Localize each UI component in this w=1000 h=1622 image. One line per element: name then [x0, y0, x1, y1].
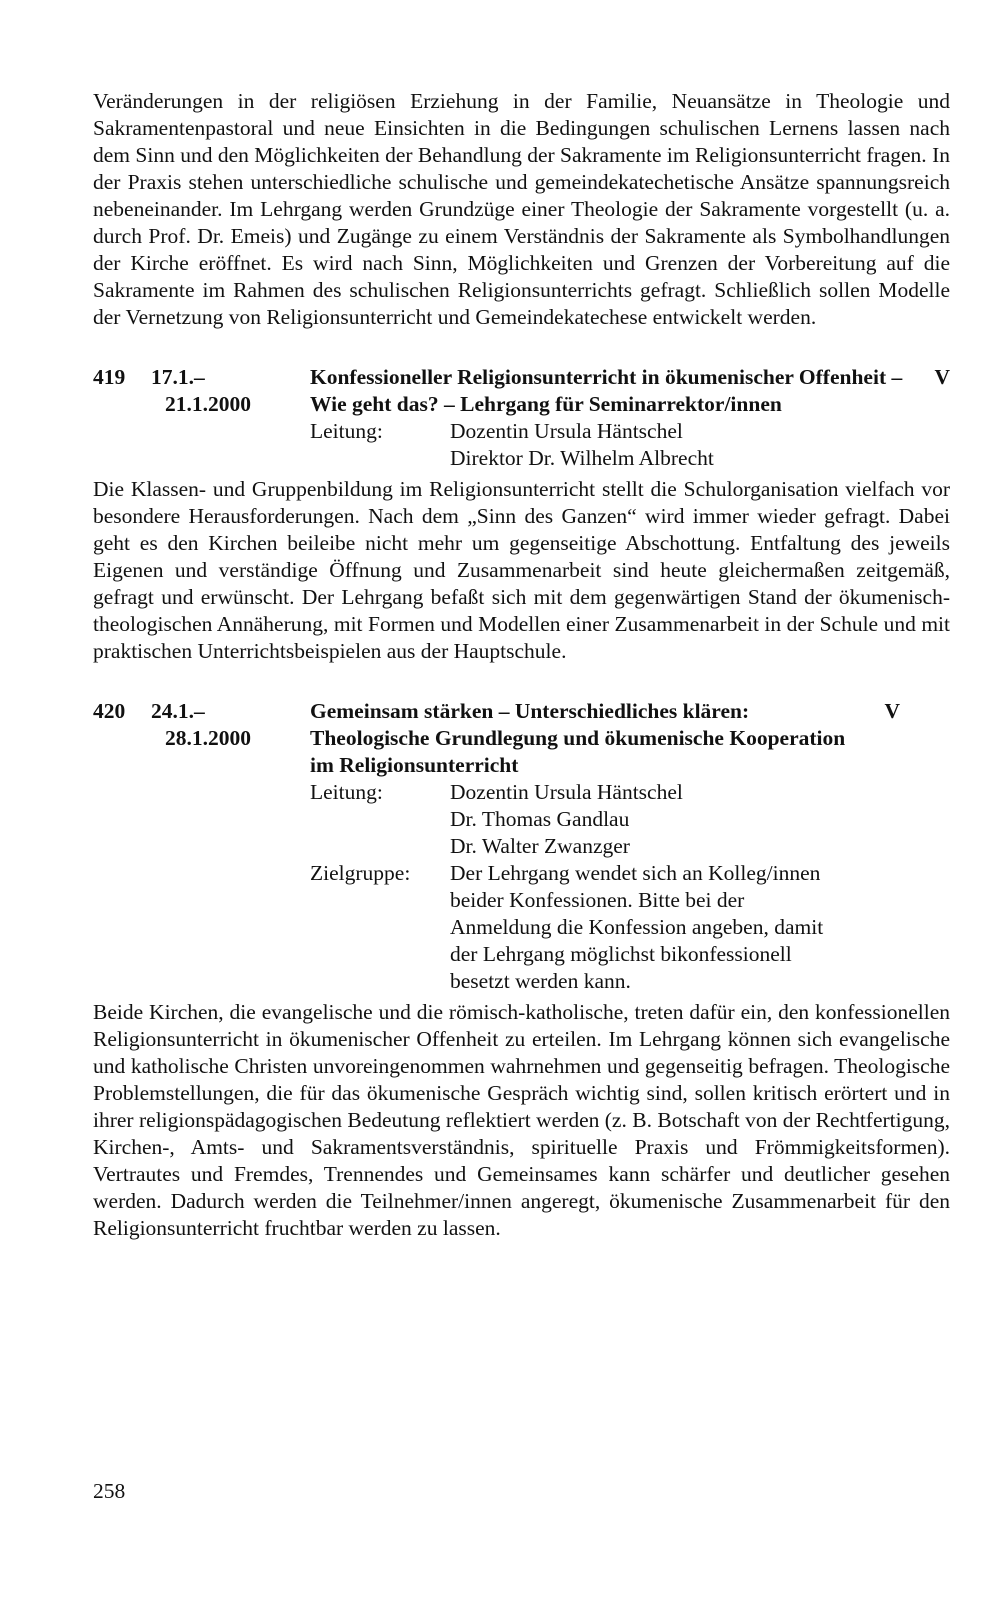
leitung-person: Dr. Thomas Gandlau — [450, 807, 630, 831]
leitung-values — [450, 779, 950, 860]
zielgruppe-line: besetzt werden kann. — [450, 969, 631, 993]
leitung-values — [450, 418, 950, 472]
zielgruppe-line: der Lehrgang möglichst bikonfessionell — [450, 942, 792, 966]
course-description-420: Beide Kirchen, die evangelische und die römisch-katholische, treten dafür ein, den konfessionellen Religionsunterricht in ökumenischer Offenheit zu erteilen. Im Lehrgang können sich evangelische und katholische Christen unvoreingenommen wahrnehmen und gegenseitig befragen. Theologische Problemstellungen, die für das ökumenische Gespräch wichtig sind, sollen kritisch erörtert und in ihrer religionspädagogischen Bedeutung reflektiert werden (z. B. Botschaft von der Rechtfertigung, Kirchen-, Amts- und Sakramentsverständnis, spirituelle Praxis und Frömmigkeitsformen). Vertrautes und Fremdes, Trennendes und Gemeinsames kann schärfer und deutlicher gesehen werden. Dadurch werden die Teilnehmer/innen angeregt, ökumenische Zusammenarbeit für den Religionsunterricht fruchtbar werden zu lassen. — [93, 1000, 950, 1240]
course-date-start: 17.1.– — [151, 365, 205, 389]
leitung-label: Leitung: — [310, 780, 383, 804]
course-number: 420 — [93, 699, 126, 723]
page-number: 258 — [93, 1479, 126, 1503]
course-dates — [151, 364, 281, 418]
zielgruppe-line: Der Lehrgang wendet sich an Kolleg/innen — [450, 861, 821, 885]
course-entry-419 — [93, 364, 950, 472]
intro-paragraph: Veränderungen in der religiösen Erziehung in der Familie, Neuansätze in Theologie und Sakramentenpastoral und neue Einsichten in die Bedingungen schulischen Lernens lassen nach dem Sinn und den Möglichkeiten der Behandlung der Sakramente im Religionsunterricht fragen. In der Praxis stehen unterschiedliche schulische und gemeindekatechetische Ansätze spannungsreich nebeneinander. Im Lehrgang werden Grundzüge einer Theologie der Sakramente vorgestellt (u. a. durch Prof. Dr. Emeis) und Zugänge zu einem Verständnis der Sakramente als Symbolhandlungen der Kirche eröffnet. Es wird nach Sinn, Möglichkeiten und Grenzen der Vorbereitung auf die Sakramente im Rahmen des schulischen Religionsunterrichts gefragt. Schließlich sollen Modelle der Vernetzung von Religionsunterricht und Gemeindekatechese entwickelt werden. — [93, 89, 950, 329]
leitung-row — [310, 779, 950, 860]
zielgruppe-values — [450, 860, 950, 995]
leitung-person: Dozentin Ursula Häntschel — [450, 780, 683, 804]
leitung-row — [310, 418, 950, 472]
leitung-label: Leitung: — [310, 419, 383, 443]
course-number: 419 — [93, 365, 126, 389]
leitung-person: Direktor Dr. Wilhelm Albrecht — [450, 446, 714, 470]
course-description-419: Die Klassen- und Gruppenbildung im Religionsunterricht stellt die Schulorganisation vielfach vor besondere Herausforderungen. Nach dem „Sinn des Ganzen“ wird immer wieder gefragt. Dabei geht es den Kirchen beileibe nicht mehr um gegenseitige Abschottung. Entfaltung des jeweils Eigenen und verständige Öffnung und Zusammenarbeit sind heute gleichermaßen zeitgemäß, gefragt und erwünscht. Der Lehrgang befaßt sich mit dem gegenwärtigen Stand der ökumenisch-theologischen Annäherung, mit Formen und Modellen einer Zusammenarbeit in der Schule und mit praktischen Unterrichtsbeispielen aus der Hauptschule. — [93, 477, 950, 663]
course-date-start: 24.1.– — [151, 699, 205, 723]
course-meta — [310, 779, 950, 995]
course-dates — [151, 698, 281, 752]
course-level: V — [884, 699, 900, 723]
course-level: V — [934, 365, 950, 389]
course-entry-420 — [93, 698, 950, 995]
zielgruppe-line: beider Konfessionen. Bitte bei der — [450, 888, 745, 912]
course-title: Gemeinsam stärken – Unterschiedliches klären: Theologische Grundlegung und ökumenische Kooperation im Religionsunterricht — [310, 699, 846, 777]
page-content — [93, 88, 950, 1242]
zielgruppe-row — [310, 860, 950, 995]
leitung-person: Dozentin Ursula Häntschel — [450, 419, 683, 443]
course-date-end: 21.1.2000 — [165, 392, 251, 416]
course-title: Konfessioneller Religionsunterricht in ökumenischer Offenheit – Wie geht das? – Lehrgang für Seminarrektor/innen — [310, 365, 903, 416]
course-meta — [310, 418, 950, 472]
course-date-end: 28.1.2000 — [165, 726, 251, 750]
zielgruppe-line: Anmeldung die Konfession angeben, damit — [450, 915, 824, 939]
zielgruppe-label: Zielgruppe: — [310, 861, 411, 885]
leitung-person: Dr. Walter Zwanzger — [450, 834, 630, 858]
